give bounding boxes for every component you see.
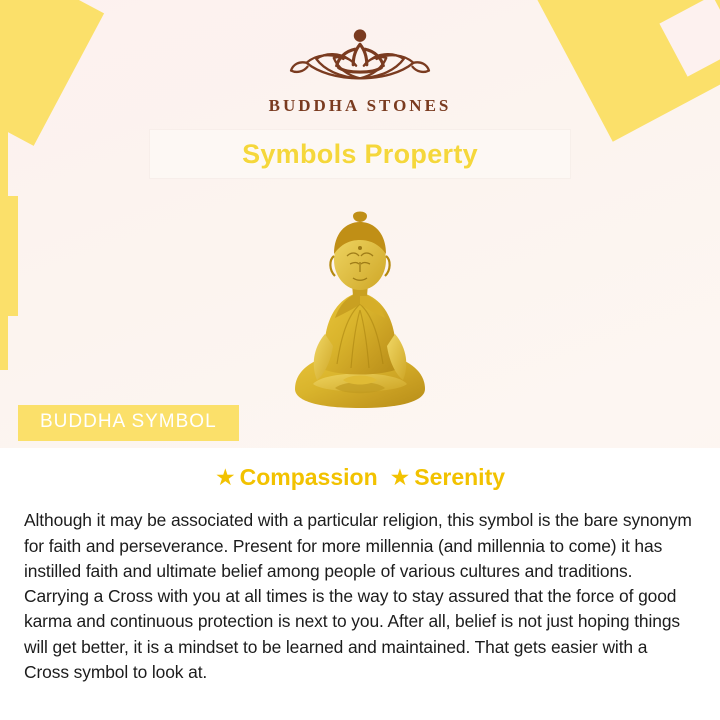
body-paragraph: Although it may be associated with a particular religion, this symbol is the bare synonym for faith and perseverance. Present for more millennia (and millennia to come) it has instilled faith and ultimate belief among people of various cultures and traditions. Carrying a Cross with you at all times is the way to stay assured that the force of good karma and continuous protection is next to you. After all, belief is not just hoping things will get better, it is a mindset to be learned and maintained. That gets easier with a Cross symbol to look at. [24,510,692,682]
subtitle-item-two: Serenity [414,464,506,490]
subtitle-row [24,464,696,491]
page-title: Symbols Property [242,138,478,169]
brand-name: BUDDHA STONES [268,96,452,115]
brand-header [0,0,720,116]
star-icon-left: ★ [214,464,236,490]
star-icon-right: ★ [389,464,411,490]
symbol-tag: BUDDHA SYMBOL [18,405,239,441]
subtitle-item-one: Compassion [239,464,378,490]
illustration-wrapper [0,184,720,434]
lotus-meditation-icon [275,22,445,90]
description-panel [0,448,720,720]
seated-buddha-statue-illustration [255,184,465,429]
title-banner [150,130,570,178]
